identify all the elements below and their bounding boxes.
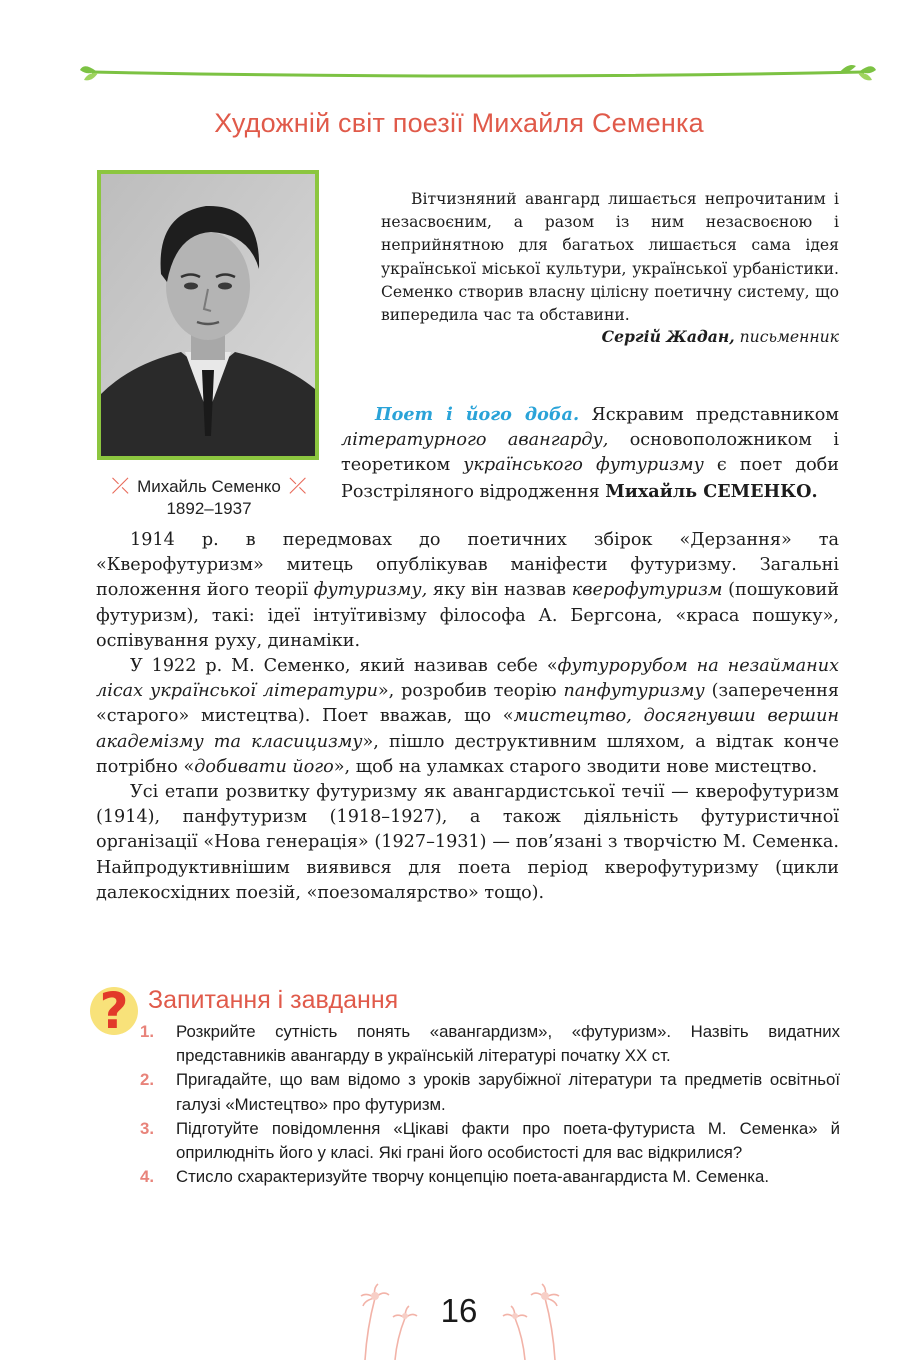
question-number: 3. (140, 1118, 154, 1138)
question-text: Розкрийте сутність понять «авангардизм», «футуризм». Назвіть видатних представників авангарду в українській літературі початку ХХ ст. (176, 1022, 840, 1066)
paragraph-quote: футурорубом на незайманих лісах української літератури (96, 656, 839, 702)
question-item (140, 1020, 840, 1068)
paragraph-text: Усі етапи розвитку футуризму як авангардистської течії — кверофутуризм (1914), панфутуризм (1918–1927), а також діяльність футуристичної організації «Нова генерація» (1927–1931) — пов’язані з творчістю М. Семенка. Найпродуктивнішим виявився для поета період кверофутуризму (цикли далекосхідних поезій, «поезомалярство» тощо). (96, 782, 839, 903)
main-text (96, 528, 839, 906)
paragraph-term: футуризму, (313, 580, 428, 601)
paragraph-term: кверофутуризм (571, 580, 723, 601)
question-text: Підготуйте повідомлення «Цікаві факти про поета-футуриста М. Семенка» й оприлюдніть його у класі. Які грані його особистості для вас відкрилися? (176, 1118, 840, 1163)
paragraph-text: », розробив теорію (377, 681, 564, 702)
question-text: Пригадайте, що вам відомо з уроків зарубіжної літератури та предметів освітньої галузі «Мистецтво» про футуризм. (176, 1070, 840, 1114)
paragraph-text: (заперечення «старого» мистецтва). Поет вважав, що « (96, 681, 839, 727)
paragraph (96, 780, 839, 906)
vine-divider-icon (78, 56, 878, 86)
rubric-heading: Поет і його доба. (375, 404, 580, 425)
paragraph-text: яку він назвав (427, 580, 572, 601)
epigraph-author (381, 327, 839, 346)
paragraph-term: панфутуризму (563, 681, 705, 702)
cross-star-icon: ⤫ (288, 474, 307, 499)
question-mark-icon (89, 980, 139, 1036)
lead-text: є поет доби Розстріляного відродження (341, 455, 839, 502)
lead-term: українського футуризму (463, 455, 704, 476)
lead-name: Михайль СЕМЕНКО. (605, 480, 818, 502)
paragraph-text: », пішло деструктивним шляхом, а відтак конче потрібно « (96, 731, 839, 777)
paragraph (96, 654, 839, 780)
paragraph-quote: добивати його (194, 756, 334, 777)
question-number: 4. (140, 1167, 154, 1187)
lead-text: Яскравим представником (579, 405, 839, 425)
question-item (140, 1165, 840, 1189)
questions-list (140, 1020, 840, 1189)
svg-text:?: ? (99, 982, 129, 1036)
epigraph-author-name: Сергій Жадан, (601, 327, 735, 346)
portrait-caption (92, 476, 326, 520)
lead-term: літературного авангарду, (341, 430, 609, 451)
paragraph-quote: мистецтво, досягнувши вершин академізму та класицизму (96, 706, 839, 752)
paragraph-text: 1914 р. в передмовах до поетичних збірок «Дерзання» та «Кверофутуризм» митець опублікував маніфести футуризму. Загальні положення його теорії (96, 530, 839, 601)
paragraph-text: У 1922 р. М. Семенко, який називав себе « (130, 656, 558, 677)
question-text: Стисло схарактеризуйте творчу концепцію поета-авангардиста М. Семенка. (176, 1167, 769, 1187)
portrait-photo (97, 170, 319, 460)
caption-years: 1892–1937 (166, 499, 252, 518)
paragraph-text: », щоб на уламках старого зводити нове мистецтво. (333, 756, 818, 777)
page-title: Художній світ поезії Михайля Семенка (214, 108, 704, 138)
epigraph-text: Вітчизняний авангард лишається непрочитаним і незасвоєним, а разом із ним незасвоєною і неприйнятною для багатьох лишається сама ідея української міської культури, української урбаністики. Семенко створив власну цілісну поетичну систему, що випередила час та обставини. (381, 190, 839, 325)
caption-name: Михайль Семенко (137, 477, 281, 496)
question-number: 2. (140, 1070, 154, 1090)
paragraph (96, 528, 839, 654)
epigraph-author-role: письменник (734, 328, 839, 346)
question-item (140, 1068, 840, 1116)
portrait-image (101, 174, 315, 456)
lead-text: основоположником і теоретиком (341, 430, 839, 476)
page-number: 16 (440, 1292, 478, 1329)
paragraph-text: (пошуковий футуризм), такі: ідеї інтуїтивізму філософа А. Бергсона, «краса пошуку», оспівування руху, динаміки. (96, 580, 839, 651)
lead-paragraph (341, 402, 839, 505)
cross-star-icon: ⤫ (111, 474, 130, 499)
questions-title: Запитання і завдання (148, 986, 399, 1014)
question-item (140, 1117, 840, 1165)
question-number: 1. (140, 1022, 154, 1041)
